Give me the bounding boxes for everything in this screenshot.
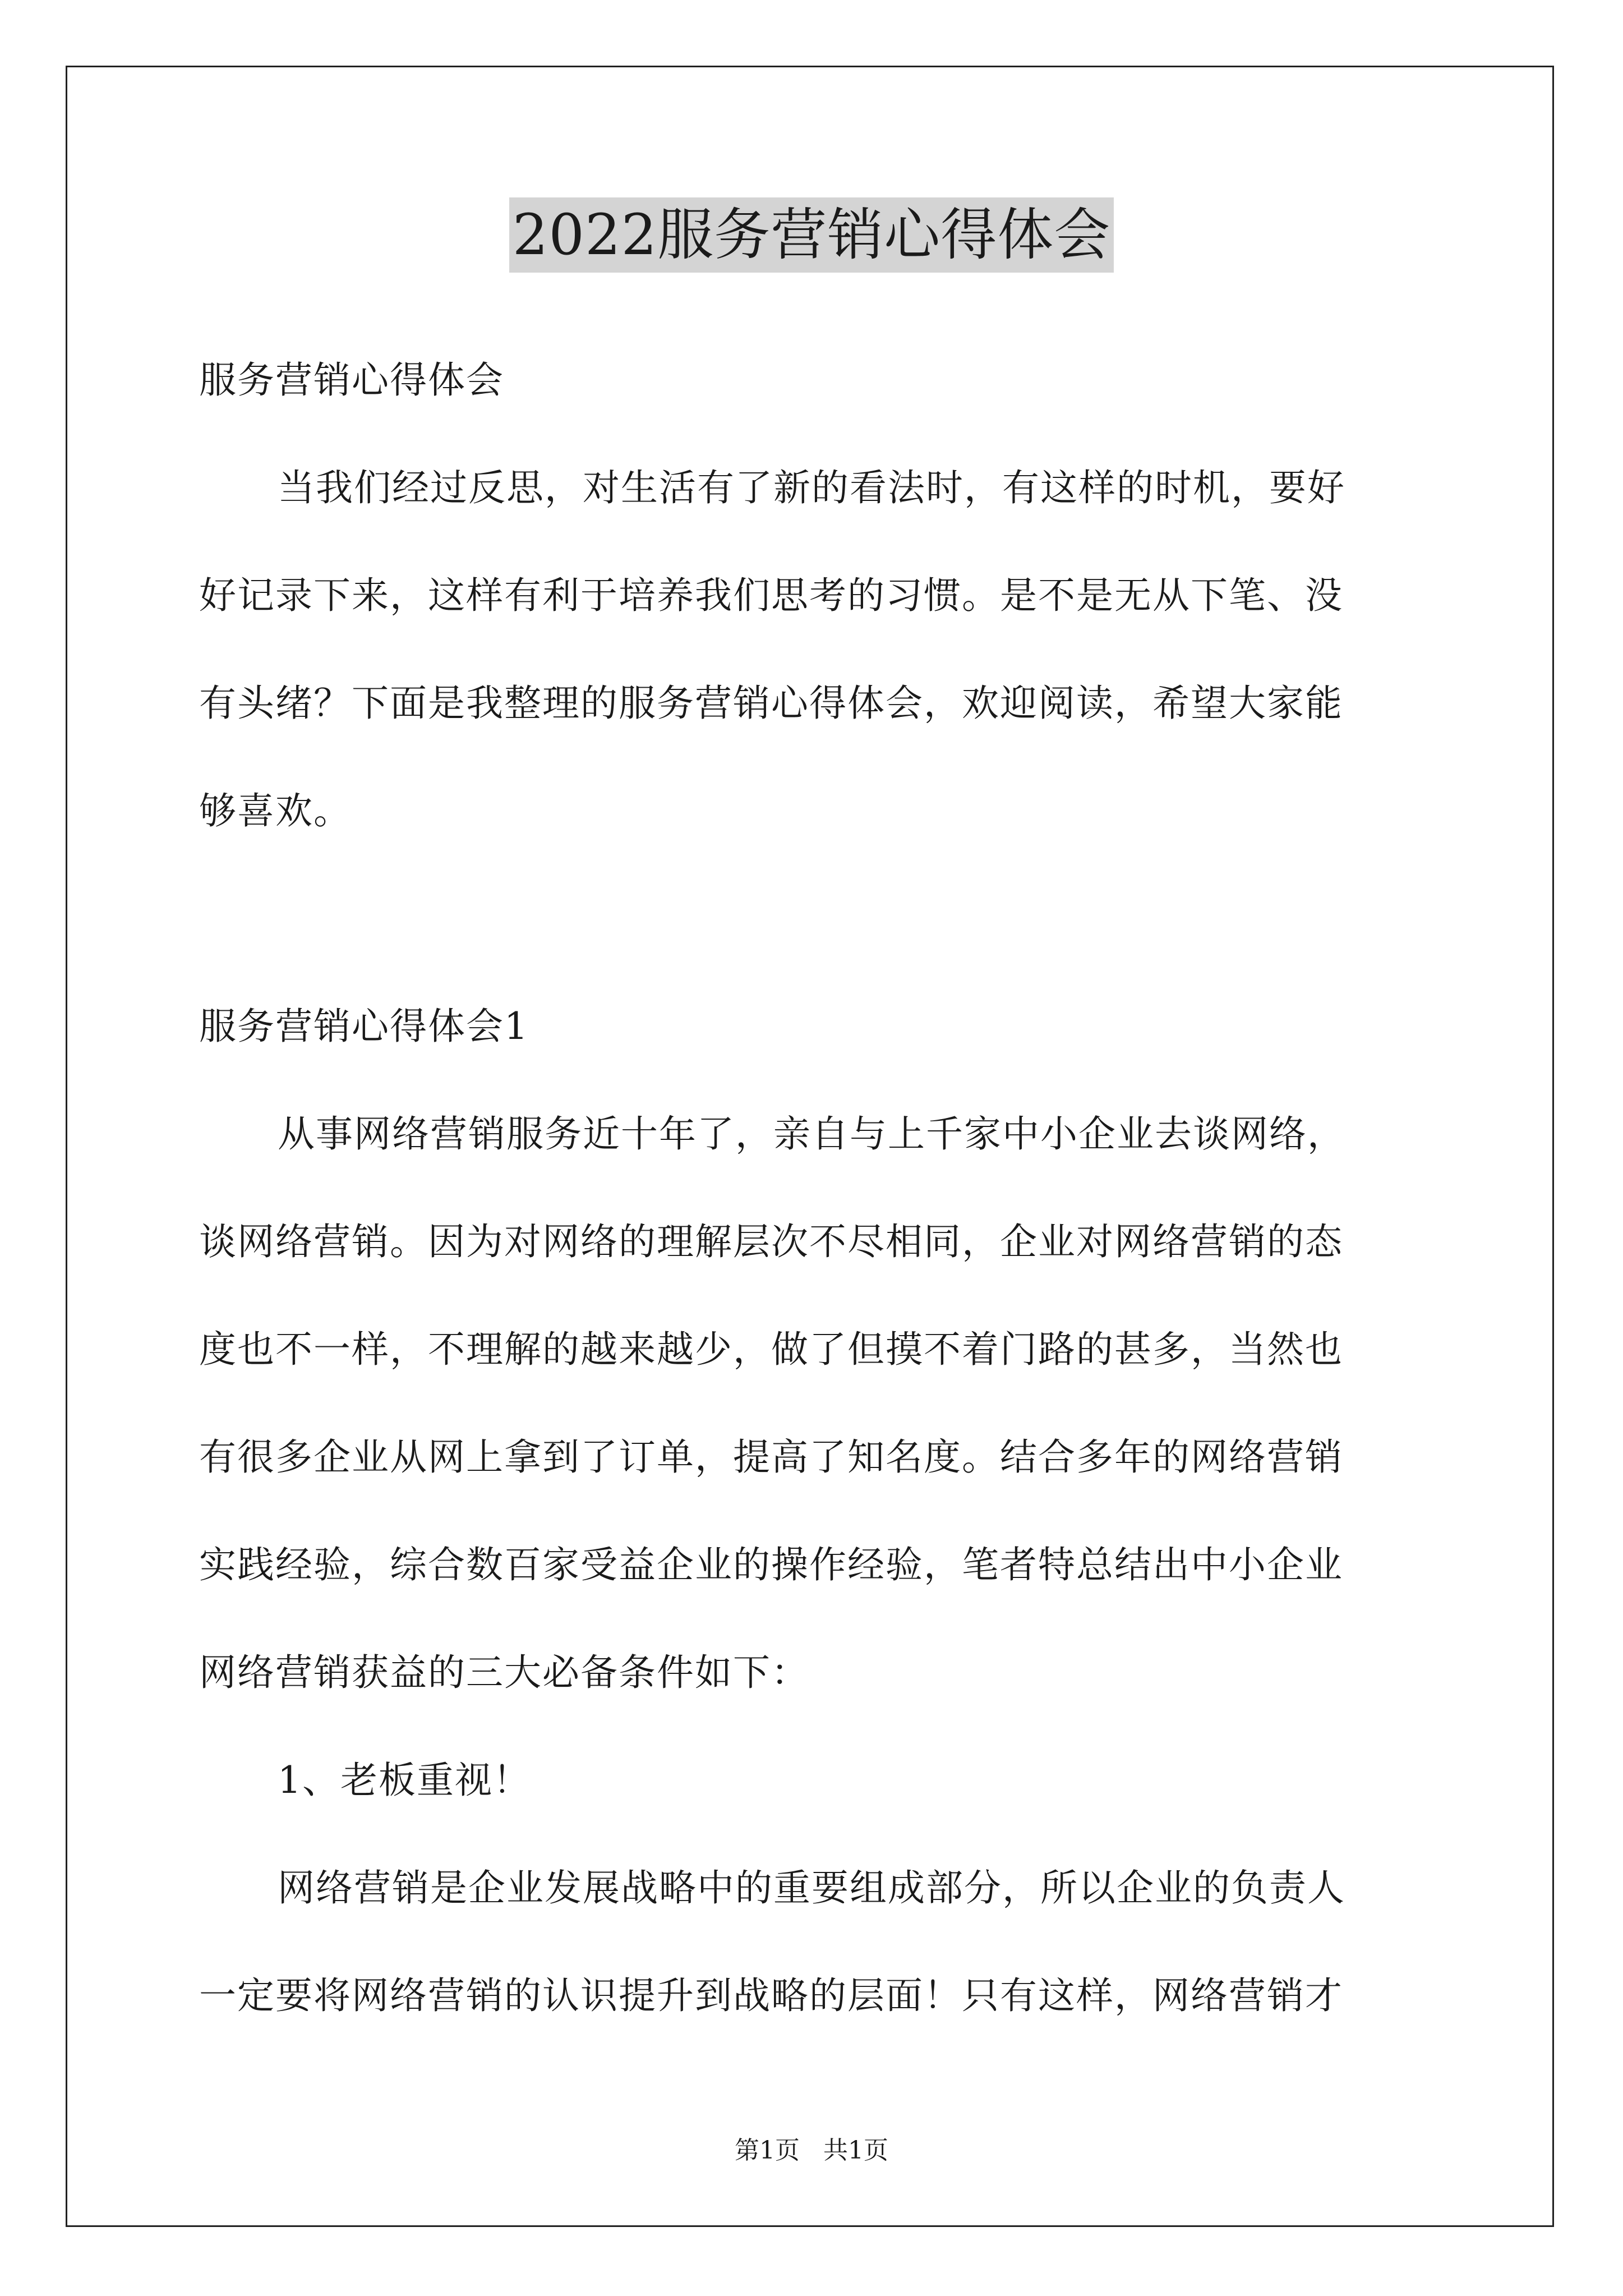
paragraph-line: 度也不一样，不理解的越来越少，做了但摸不着门路的甚多，当然也 (199, 1328, 1343, 1371)
section-heading: 服务营销心得体会1 (199, 1005, 529, 1048)
page-current: 第1页 (735, 2136, 800, 2165)
paragraph-line: 实践经验，综合数百家受益企业的操作经验，笔者特总结出中小企业 (199, 1543, 1343, 1586)
title-container (0, 197, 1623, 273)
paragraph-line: 网络营销是企业发展战略中的重要组成部分，所以企业的负责人 (278, 1866, 1345, 1910)
paragraph-line: 有头绪？下面是我整理的服务营销心得体会，欢迎阅读，希望大家能 (199, 682, 1343, 725)
page-footer (0, 2135, 1623, 2166)
paragraph-line: 从事网络营销服务近十年了，亲自与上千家中小企业去谈网络， (278, 1112, 1345, 1156)
paragraph-line: 网络营销获益的三大必备条件如下： (199, 1651, 809, 1694)
section-heading: 服务营销心得体会 (199, 358, 504, 402)
paragraph-line: 一定要将网络营销的认识提升到战略的层面！只有这样，网络营销才 (199, 1974, 1343, 2017)
list-item-heading: 1、老板重视！ (278, 1759, 531, 1802)
page-total: 共1页 (823, 2136, 888, 2165)
document-title: 2022服务营销心得体会 (509, 197, 1114, 273)
paragraph-line: 够喜欢。 (199, 789, 352, 832)
paragraph-line: 当我们经过反思，对生活有了新的看法时，有这样的时机，要好 (278, 466, 1345, 509)
paragraph-line: 谈网络营销。因为对网络的理解层次不尽相同，企业对网络营销的态 (199, 1220, 1343, 1263)
paragraph-line: 好记录下来，这样有利于培养我们思考的习惯。是不是无从下笔、没 (199, 574, 1343, 617)
paragraph-line: 有很多企业从网上拿到了订单，提高了知名度。结合多年的网络营销 (199, 1435, 1343, 1479)
